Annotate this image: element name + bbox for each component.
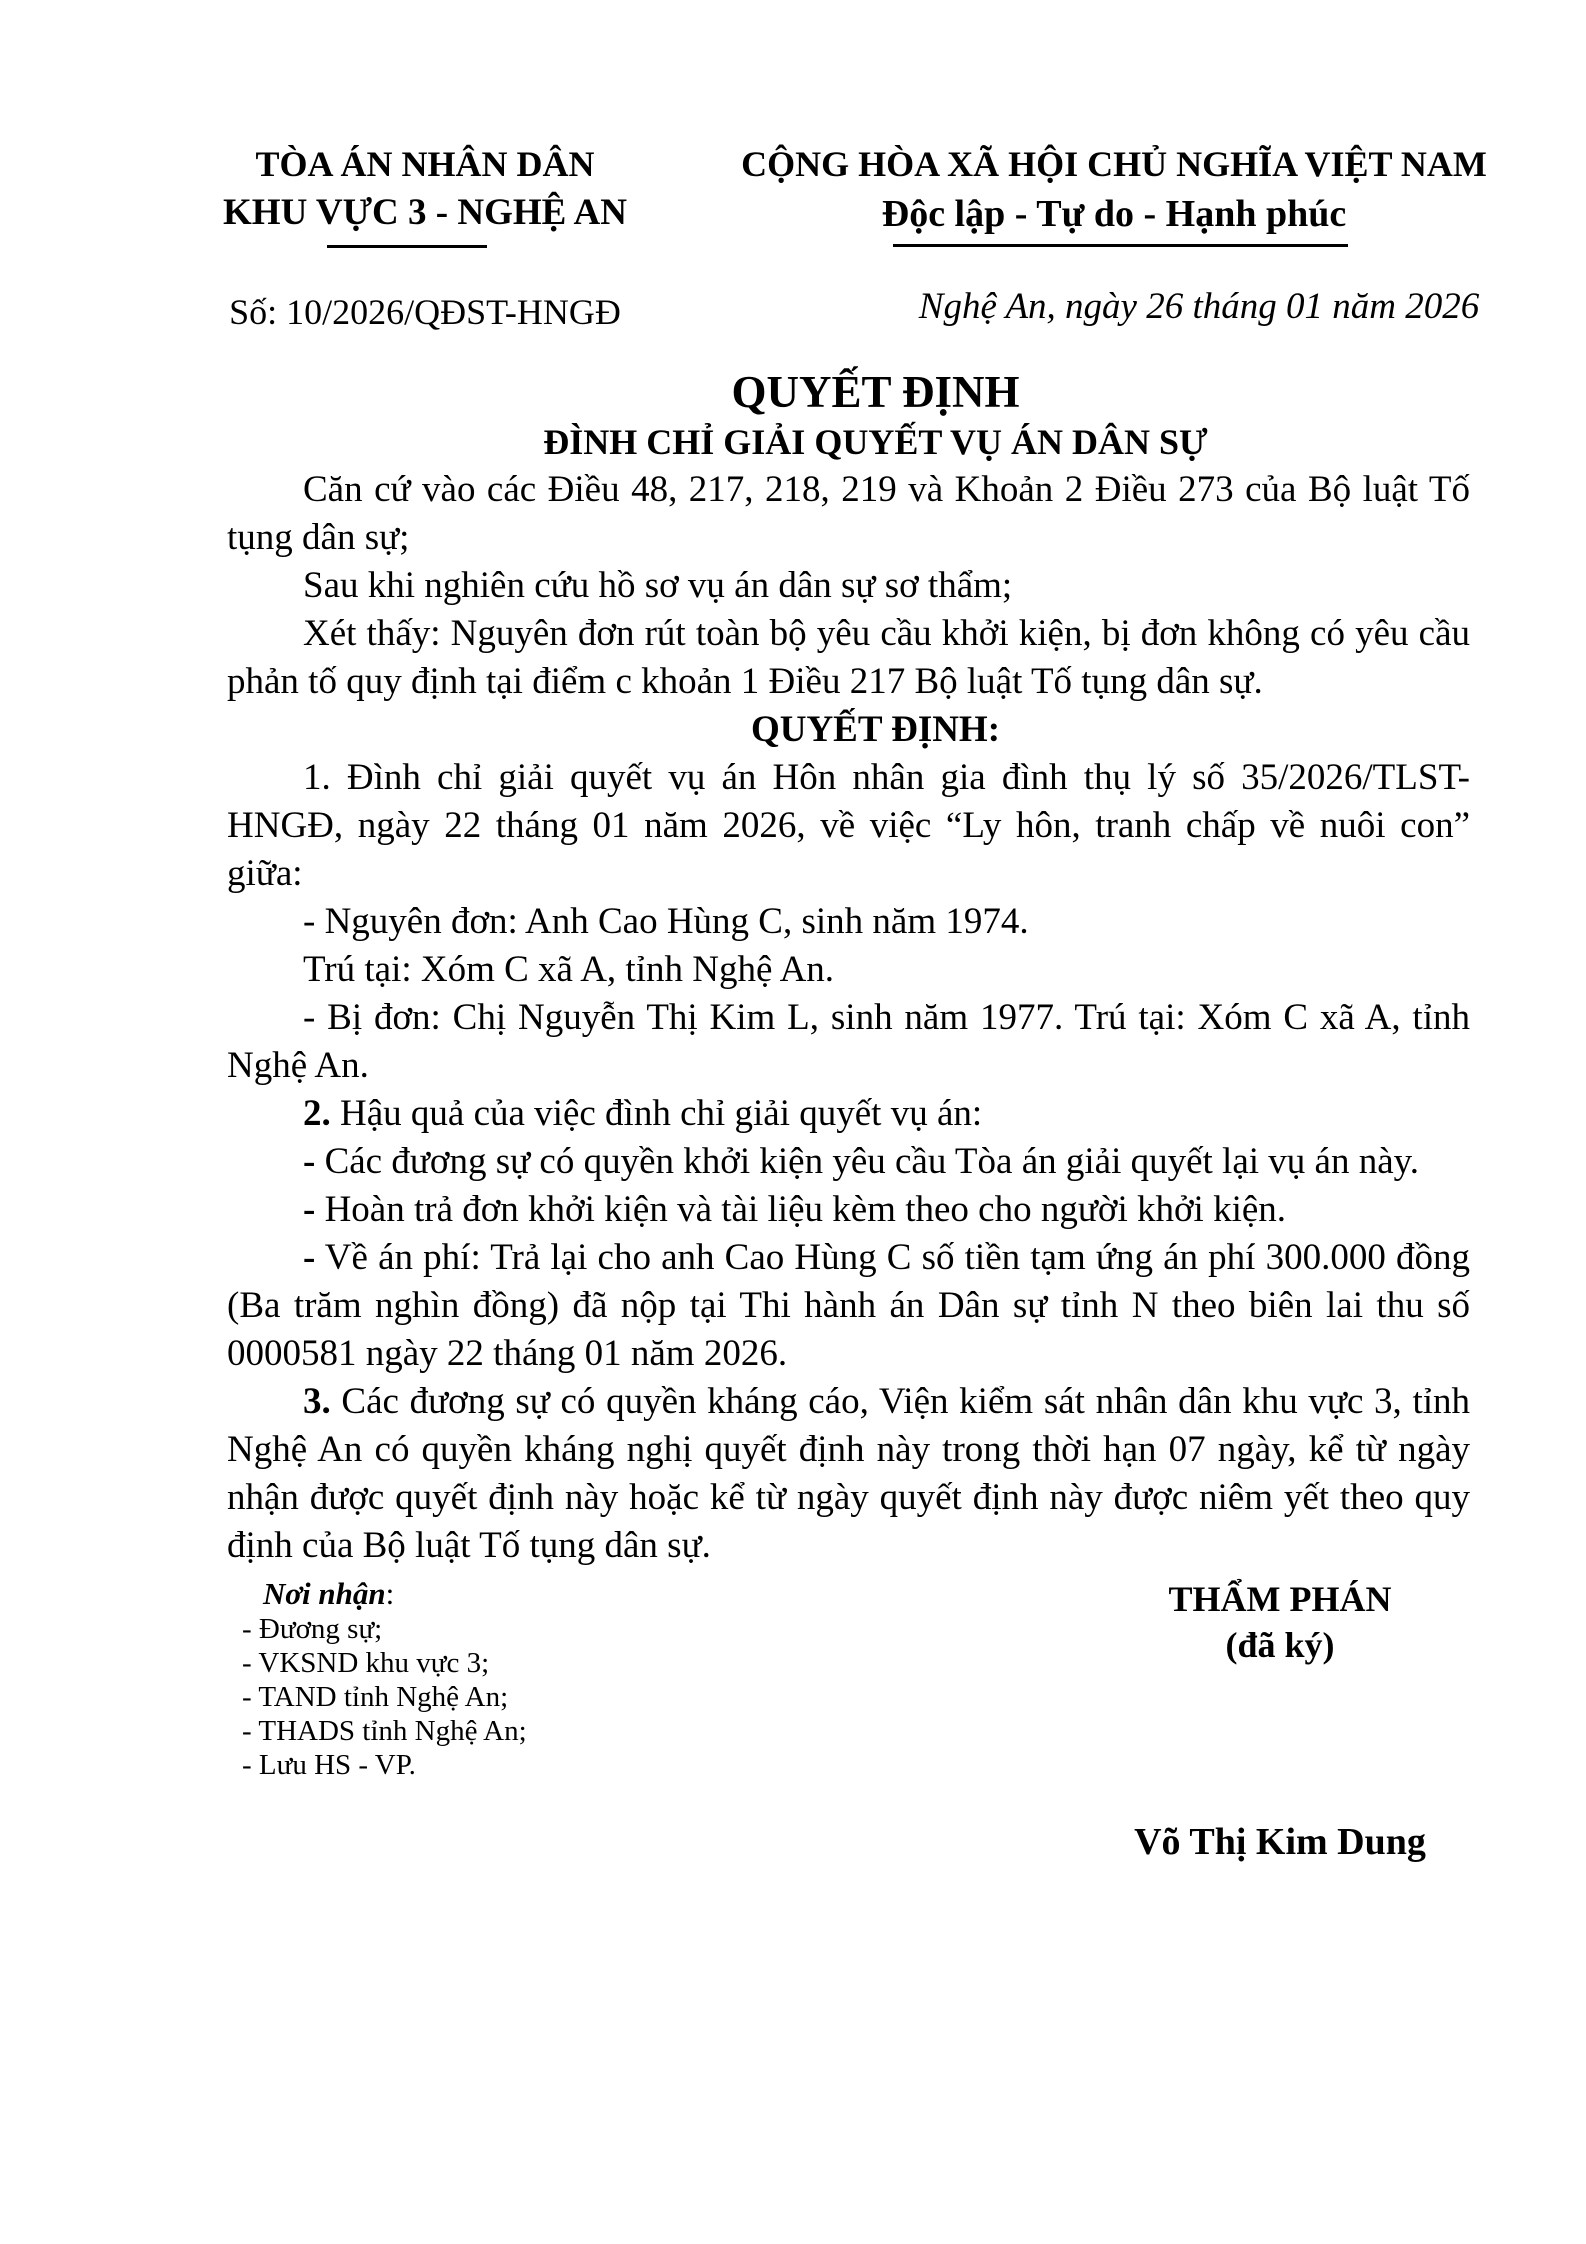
national-name: CỘNG HÒA XÃ HỘI CHỦ NGHĨA VIỆT NAM bbox=[741, 144, 1487, 184]
document-title-block bbox=[227, 366, 1470, 466]
bullet-dash: - bbox=[303, 1237, 316, 1278]
consequence-bullet-1 bbox=[227, 1138, 1470, 1186]
decision-item-1: 1. Đình chỉ giải quyết vụ án Hôn nhân gia đình thụ lý số 35/2026/TLST-HNGĐ, ngày 22 tháng 01 năm 2026, về việc “Ly hôn, tranh chấp về nuôi con” giữa: bbox=[227, 757, 1470, 894]
recipients-label: Nơi nhận bbox=[263, 1576, 386, 1611]
signer-name: Võ Thị Kim Dung bbox=[1134, 1821, 1426, 1863]
motto-underline-rule bbox=[893, 244, 1348, 247]
consequence-bullet-2 bbox=[227, 1186, 1470, 1234]
consequence-bullet-3 bbox=[227, 1234, 1470, 1378]
national-motto: Độc lập - Tự do - Hạnh phúc bbox=[881, 193, 1347, 235]
decision-item-2-text: Hậu quả của việc đình chỉ giải quyết vụ án: bbox=[330, 1093, 983, 1134]
recipients-colon: : bbox=[385, 1576, 395, 1611]
document-body bbox=[227, 466, 1470, 1570]
decision-item-3 bbox=[227, 1378, 1470, 1570]
plaintiff-line: - Nguyên đơn: Anh Cao Hùng C, sinh năm 1974. bbox=[303, 901, 1029, 942]
signed-note: (đã ký) bbox=[1225, 1625, 1335, 1665]
consequence-bullet-2-text: Hoàn trả đơn khởi kiện và tài liệu kèm theo cho người khởi kiện. bbox=[315, 1189, 1287, 1230]
recipient-item: - Lưu HS - VP. bbox=[242, 1749, 416, 1781]
decision-item-3-number: 3. bbox=[303, 1381, 331, 1422]
signature-block bbox=[1090, 1576, 1470, 1866]
consequence-bullet-1-text: Các đương sự có quyền khởi kiện yêu cầu Tòa án giải quyết lại vụ án này. bbox=[315, 1141, 1419, 1182]
court-name-line2: KHU VỰC 3 - NGHỆ AN bbox=[223, 192, 627, 233]
national-header-block bbox=[724, 140, 1504, 331]
bullet-dash: - bbox=[303, 1189, 316, 1230]
recipients-label-row bbox=[242, 1576, 802, 1612]
recipient-item: - Đương sự; bbox=[242, 1613, 383, 1645]
document-title: QUYẾT ĐỊNH bbox=[731, 367, 1020, 417]
bullet-dash: - bbox=[303, 1141, 316, 1182]
recipients-block bbox=[242, 1576, 802, 1866]
issuing-court-block bbox=[148, 140, 702, 336]
plaintiff-address-line: Trú tại: Xóm C xã A, tỉnh Nghệ An. bbox=[303, 949, 835, 990]
preamble-findings: Xét thấy: Nguyên đơn rút toàn bộ yêu cầu khởi kiện, bị đơn không có yêu cầu phản tố quy định tại điểm c khoản 1 Điều 217 Bộ luật Tố tụng dân sự. bbox=[227, 613, 1470, 702]
recipient-item: - THADS tỉnh Nghệ An; bbox=[242, 1715, 527, 1747]
preamble-case-review: Sau khi nghiên cứu hồ sơ vụ án dân sự sơ thẩm; bbox=[303, 565, 1013, 606]
signer-title: THẨM PHÁN bbox=[1168, 1579, 1392, 1619]
document-header bbox=[148, 140, 1487, 336]
defendant-line: - Bị đơn: Chị Nguyễn Thị Kim L, sinh năm 1977. Trú tại: Xóm C xã A, tỉnh Nghệ An. bbox=[227, 997, 1470, 1086]
document-footer bbox=[148, 1576, 1470, 1866]
recipient-item: - VKSND khu vực 3; bbox=[242, 1647, 490, 1679]
decision-item-2-number: 2. bbox=[303, 1093, 331, 1134]
consequence-bullet-3-text: Về án phí: Trả lại cho anh Cao Hùng C số tiền tạm ứng án phí 300.000 đồng (Ba trăm nghìn đồng) đã nộp tại Thi hành án Dân sự tỉnh N theo biên lai thu số 0000581 ngày 22 tháng 01 năm 2026. bbox=[227, 1237, 1470, 1374]
place-and-date-line: Nghệ An, ngày 26 tháng 01 năm 2026 bbox=[918, 286, 1480, 327]
decision-item-3-text: Các đương sự có quyền kháng cáo, Viện kiểm sát nhân dân khu vực 3, tỉnh Nghệ An có quyền kháng nghị quyết định này trong thời hạn 07 ngày, kể từ ngày nhận được quyết định này hoặc kể từ ngày quyết định này được niêm yết theo quy định của Bộ luật Tố tụng dân sự. bbox=[227, 1381, 1470, 1566]
court-name-line1: TÒA ÁN NHÂN DÂN bbox=[255, 144, 595, 184]
decision-item-2 bbox=[227, 1090, 1470, 1138]
decision-section-heading: QUYẾT ĐỊNH: bbox=[750, 709, 1001, 750]
document-number: Số: 10/2026/QĐST-HNGĐ bbox=[229, 292, 621, 332]
document-subtitle: ĐÌNH CHỈ GIẢI QUYẾT VỤ ÁN DÂN SỰ bbox=[543, 422, 1208, 462]
court-underline-rule bbox=[327, 245, 487, 248]
preamble-legal-basis: Căn cứ vào các Điều 48, 217, 218, 219 và Khoản 2 Điều 273 của Bộ luật Tố tụng dân sự; bbox=[227, 469, 1470, 558]
recipient-item: - TAND tỉnh Nghệ An; bbox=[242, 1681, 509, 1713]
